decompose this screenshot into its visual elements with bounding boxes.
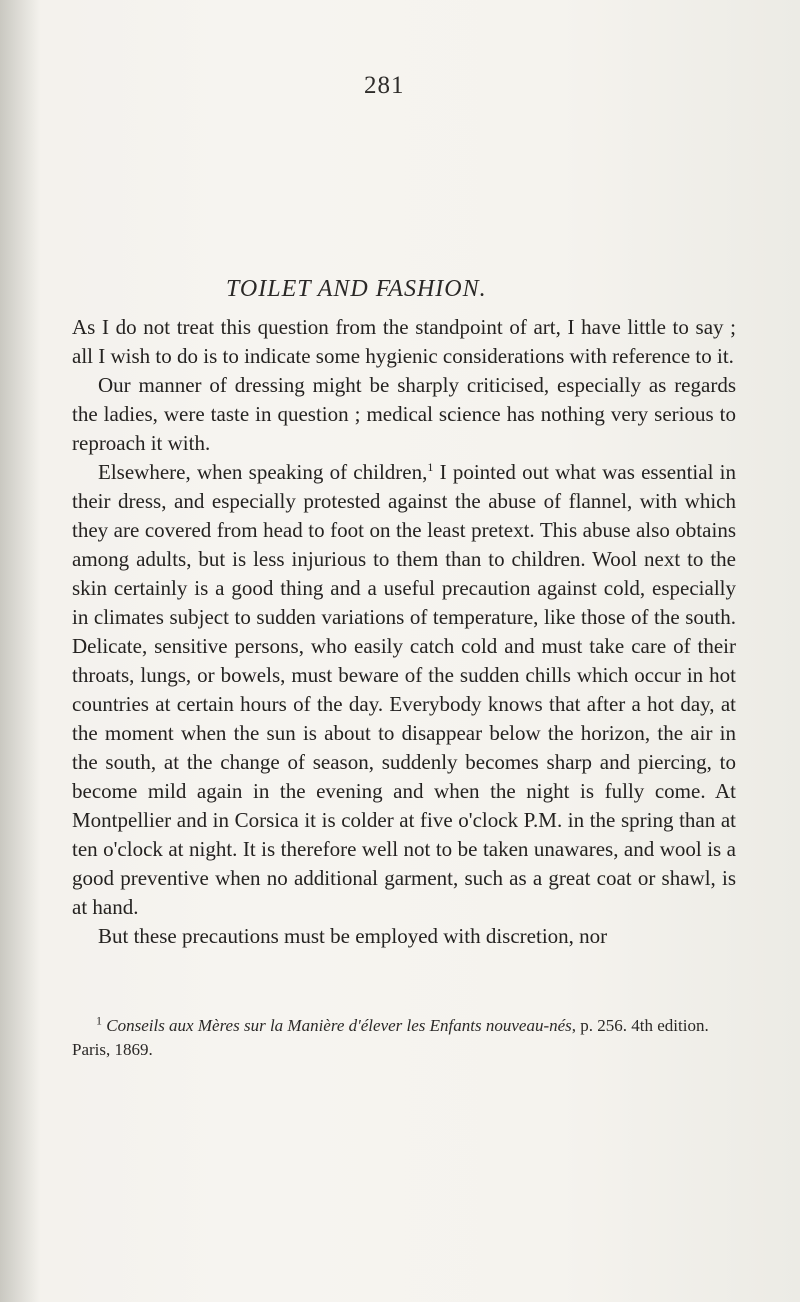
paragraph-2: Our manner of dressing might be sharply criticised, especially as regards the ladies, were taste in question ; medical science has nothing very serious to reproach it with. [72,373,736,455]
body-text [72,313,736,951]
footnote-reference[interactable]: 1 [427,460,434,474]
footnote-citation: , p. 256. 4th edition. Paris, 1869. [72,1016,709,1059]
paragraph-3 [72,458,736,922]
chapter-title: TOILET AND FASHION. [226,276,487,302]
page-number: 281 [364,72,405,99]
footnote [72,1014,736,1062]
spine-shadow [0,0,40,1302]
footnote-book-title: Conseils aux Mères sur la Manière d'élever les Enfants nouveau-nés [106,1016,572,1035]
footnote-mark: 1 [96,1013,102,1028]
paragraph-4: But these precautions must be employed with discretion, nor [98,924,608,948]
paragraph-3-rest: I pointed out what was essential in their dress, and especially protested against the abuse of flannel, with which they are covered from head to foot on the least pretext. This abuse also obtains among adults, but is less injurious to them than to children. Wool next to the skin certainly is a good thing and a useful precaution against cold, especially in climates subject to sudden variations of temperature, like those of the south. Delicate, sensitive persons, who easily catch cold and must take care of their throats, lungs, or bowels, must beware of the sudden chills which occur in hot countries at certain hours of the day. Everybody knows that after a hot day, at the moment when the sun is about to disappear below the horizon, the air in the south, at the change of season, suddenly becomes sharp and piercing, to become mild again in the evening and when the night is fully come. At Montpellier and in Corsica it is colder at five o'clock P.M. in the spring than at ten o'clock at night. It is therefore well not to be taken unawares, and wool is a good preventive when no additional garment, such as a great coat or shawl, is at hand. [72,460,736,919]
paragraph-1: As I do not treat this question from the standpoint of art, I have little to say ; all I wish to do is to indicate some hygienic considerations with reference to it. [72,315,736,368]
paragraph-3-start: Elsewhere, when speaking of children, [98,460,428,484]
